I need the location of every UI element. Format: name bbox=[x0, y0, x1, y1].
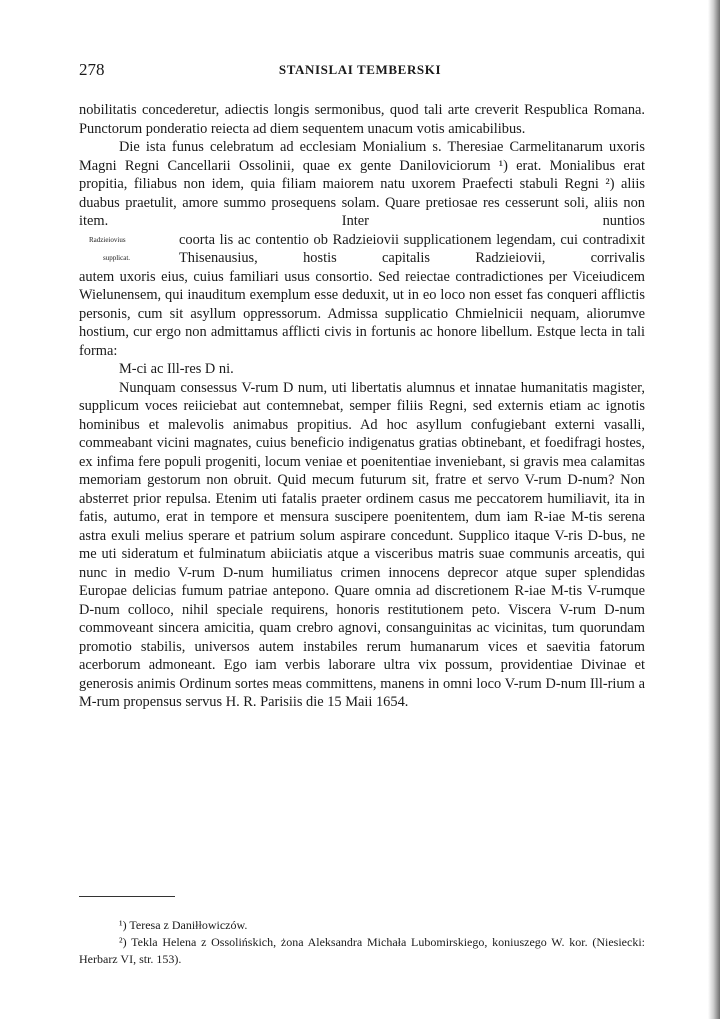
footnote-2-text: Tekla Helena z Ossolińskich, żona Aleksandra Michała Lubomirskiego, koniuszego W. kor. (Niesiecki: Herbarz VI, str. 153). bbox=[79, 935, 645, 966]
paragraph-funus-continued: autem uxoris eius, cuius familiari usus consortio. Sed reiectae contradictiones per Viceiudicem Wielunensem, qui inauditum exemplum esse deduxit, ut in eo loco non esset fas conqueri afflictis personis, cum sit asyllum oppressorum. Admissa supplicatio Chmielnicii nequam, aliorumve hostium, cur ergo non admittamus afflicti civis in fortunis ac honore libellum. Estque lecta in tali forma: bbox=[79, 268, 645, 359]
footnote-1 bbox=[79, 917, 645, 934]
footnote-2 bbox=[79, 934, 645, 968]
paragraph-funus: Die ista funus celebratum ad ecclesiam Monialium s. Theresiae Carmelitanarum uxoris Magni Regni Cancellarii Ossolinii, quae ex gente Daniloviciorum ¹) erat. Monialibus erat propitia, filiabus non idem, quia filiam maiorem natu uxorem Praefecti stabuli Regni ²) aliis duabus praetulit, amore summo prosequens solam. Quare pretiosae res cesserunt soli, aliis non item. Inter nuntios bbox=[79, 139, 645, 229]
footnote-1-mark: ¹) bbox=[119, 918, 127, 932]
letter-salutation: M-ci ac Ill-res D ni. bbox=[119, 361, 234, 377]
letter-body: Nunquam consessus V-rum D num, uti libertatis alumnus et innatae humanitatis magister, supplicum voces reiiciebat aut contemnebat, semper filiis Regni, sed externis etiam ac ignotis hominibus et malevolis animabus propitius. Ad hoc asyllum confugiebant externi vasalli, commeabant vicini magnates, cuius beneficio indigenatus gratias obtinebant, et foedifragi hostes, ex infima fere populi progeniti, locum veniae et poenitentiae inveniebant, si gravis mea calamitas memoriam gestorum non obruit. Quid mecum futurum sit, fratre et servo V-rum D-num? Non absterret prior repulsa. Etenim uti fatalis praeter ordinem casus me peccatorem humiliavit, ita in fatis, autumo, erat in tempore et mensura suscipere poenitentem, dum iam R-iae M-tis serena astra exuli melius sperare et patrium solum aspirare concedunt. Supplico itaque V-ris D-bus, ne me uti sideratum et fulminatum abiiciatis atque a visceribus matris suae communis arceatis, qui nunc in medio V-rum D-num humiliatus crimen innocens deprecor atque super splendidas Europae delicias fumum patriae antepono. Quare omnia ad discretionem R-iae M-tis V-rumque D-num colloco, nihil speciale requirens, honoris restitutionem peto. Viscera V-rum D-num commoveant sincera amicitia, quam crebro agnovi, consanguinitas ac vicinitas, tum quorundam promotio stabilis, universos autem instabiles rerum humanarum vices et saevitia fatorum acerborum admoneant. Ego iam verbis laborare ultra vix possum, providentiae Divinae et generosis animis Ordinum sortes meas committens, manens in omni loco V-rum D-num Ill-rium a M-rum propensus servus H. R. Parisiis die 15 Maii 1654. bbox=[79, 379, 645, 710]
marginal-note-line2: supplicat. bbox=[103, 253, 131, 262]
marginal-block bbox=[79, 231, 645, 268]
marginal-note-line1: Radzieiovius bbox=[89, 235, 126, 244]
page-edge-shadow bbox=[708, 0, 720, 1019]
main-text bbox=[79, 101, 645, 712]
paragraph-continuation: nobilitatis concederetur, adiectis longis sermonibus, quod tali arte creverit Respublica Romana. Punctorum ponderatio reiecta ad diem sequentem unacum votis amicabilibus. bbox=[79, 102, 645, 137]
footnote-2-mark: ²) bbox=[119, 935, 127, 949]
footnote-1-text: Teresa z Daniłłowiczów. bbox=[129, 918, 248, 932]
paragraph-funus-marginal-lines: coorta lis ac contentio ob Radzieiovii supplicationem legendam, cui contradixit Thisenausius, hostis capitalis Radzieiovii, corrivalis bbox=[179, 231, 645, 266]
page-number: 278 bbox=[79, 60, 105, 79]
footnotes bbox=[79, 917, 645, 968]
footnote-rule bbox=[79, 896, 175, 897]
running-title: STANISLAI TEMBERSKI bbox=[278, 62, 442, 77]
